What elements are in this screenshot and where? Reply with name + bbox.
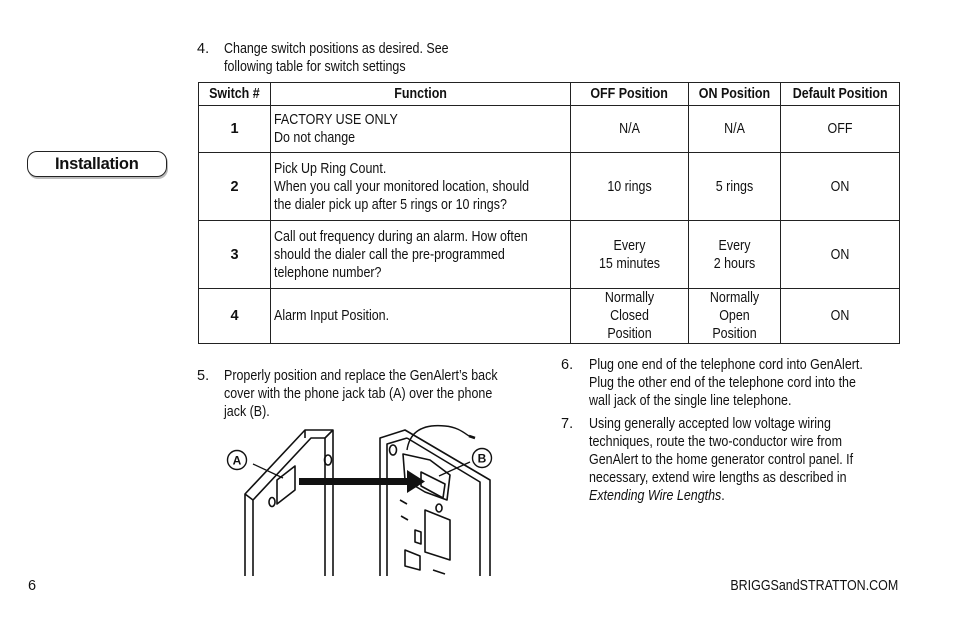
insertion-arrow [299, 470, 425, 493]
step-7-line: techniques, route the two-conductor wire from [589, 434, 842, 450]
switch-number: 4 [199, 289, 271, 344]
step-7-text [589, 415, 896, 505]
off-position-cell: Every 15 minutes [571, 221, 689, 289]
page-number: 6 [28, 578, 37, 594]
switch-settings-table [198, 82, 900, 344]
header-switch: Switch # [199, 83, 271, 106]
section-tab-label: Installation [55, 155, 139, 173]
off-position-cell: 10 rings [571, 153, 689, 221]
header-function: Function [271, 83, 571, 106]
extending-wire-lengths-reference: Extending Wire Lengths [589, 488, 722, 504]
off-position-cell: N/A [571, 106, 689, 153]
step-4-line: following table for switch settings [224, 59, 406, 75]
default-position-cell: ON [781, 221, 900, 289]
step-7-line: Using generally accepted low voltage wiring [589, 416, 831, 432]
step-4-text [224, 40, 485, 76]
switch-number: 1 [199, 106, 271, 153]
on-position-cell: Normally Open Position [689, 289, 781, 344]
table-header-row [199, 83, 900, 106]
footer-website: BRIGGSandSTRATTON.COM [730, 578, 898, 594]
switch-number: 3 [199, 221, 271, 289]
function-cell: Call out frequency during an alarm. How often should the dialer call the pre-programmed telephone number? [271, 221, 571, 289]
function-cell: Alarm Input Position. [271, 289, 571, 344]
step-4-number: 4. [197, 41, 210, 57]
default-position-cell: OFF [781, 106, 900, 153]
step-7-number: 7. [561, 416, 574, 432]
step-5-line: jack (B). [224, 404, 270, 420]
table-row [199, 106, 900, 153]
callout-a-label: A [232, 453, 242, 468]
on-position-cell: 5 rings [689, 153, 781, 221]
step-5-line: cover with the phone jack tab (A) over the phone [224, 386, 493, 402]
table-row [199, 153, 900, 221]
wire-drawing [407, 426, 469, 450]
default-position-cell: ON [781, 289, 900, 344]
header-off-position: OFF Position [571, 83, 689, 106]
step-6-number: 6. [561, 357, 574, 373]
section-tab-installation [27, 151, 167, 177]
step-7-line: GenAlert to the home generator control panel. If [589, 452, 854, 468]
step-6-line: wall jack of the single line telephone. [589, 393, 792, 409]
header-default-position: Default Position [781, 83, 900, 106]
genalert-unit-drawing [380, 430, 490, 576]
default-position-cell: ON [781, 153, 900, 221]
step-5-text [224, 367, 542, 421]
off-position-cell: Normally Closed Position [571, 289, 689, 344]
function-cell: FACTORY USE ONLY Do not change [271, 106, 571, 153]
callout-b-label: B [477, 451, 487, 466]
back-cover-drawing [245, 430, 333, 576]
step-5-number: 5. [197, 368, 210, 384]
step-7-line: necessary, extend wire lengths as described in [589, 470, 847, 486]
step-6-line: Plug one end of the telephone cord into GenAlert. [589, 357, 863, 373]
header-on-position: ON Position [689, 83, 781, 106]
step-6-text [589, 356, 907, 410]
table-row [199, 289, 900, 344]
step-4-line: Change switch positions as desired. See [224, 41, 449, 57]
on-position-cell: N/A [689, 106, 781, 153]
step-5-line: Properly position and replace the GenAlert’s back [224, 368, 498, 384]
on-position-cell: Every 2 hours [689, 221, 781, 289]
step-6-line: Plug the other end of the telephone cord into the [589, 375, 856, 391]
switch-number: 2 [199, 153, 271, 221]
step-7-last-line: Extending Wire Lengths. [589, 488, 725, 504]
function-cell: Pick Up Ring Count. When you call your monitored location, should the dialer pick up after 5 rings or 10 rings? [271, 153, 571, 221]
table-row [199, 221, 900, 289]
back-cover-illustration [225, 420, 505, 576]
